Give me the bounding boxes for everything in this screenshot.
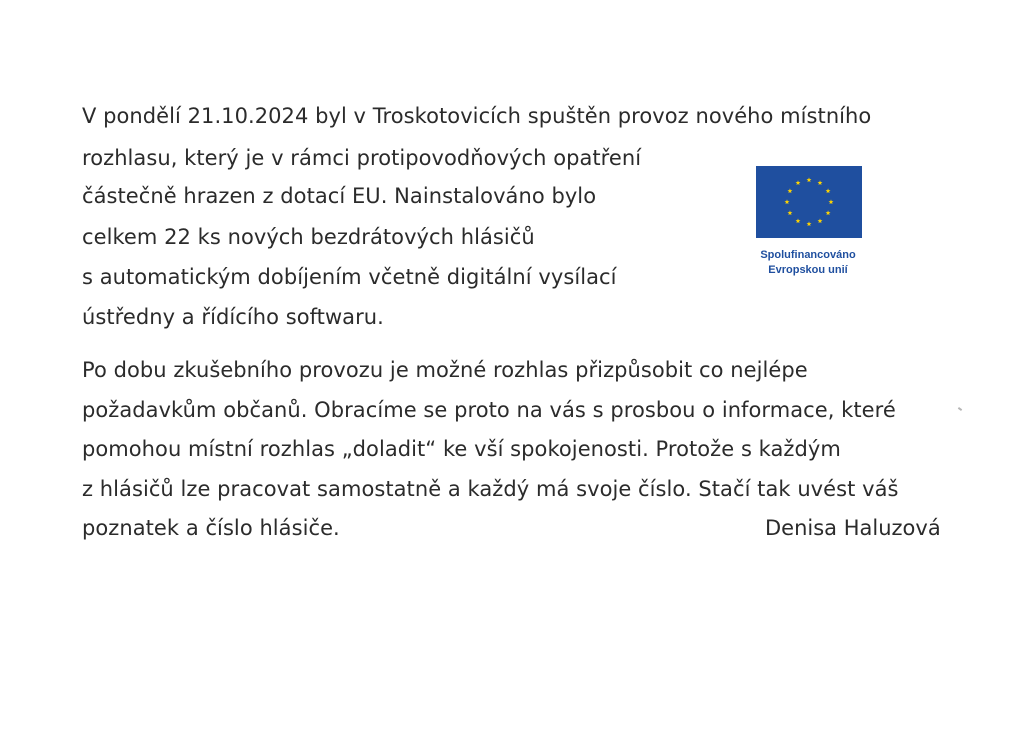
scan-artifact xyxy=(958,407,962,411)
eu-flag-icon xyxy=(756,166,862,238)
eu-caption-line: Evropskou unií xyxy=(768,264,848,276)
text-line: poznatek a číslo hlásiče. xyxy=(82,516,340,540)
text-line: s automatickým dobíjením včetně digitální vysílací xyxy=(82,265,617,289)
eu-funding-logo xyxy=(752,166,864,286)
text-line: ústředny a řídícího softwaru. xyxy=(82,305,384,329)
text-line: pomohou místní rozhlas „doladit“ ke vší spokojenosti. Protože s každým xyxy=(82,437,841,461)
signature: Denisa Haluzová xyxy=(765,516,941,540)
text-line: rozhlasu, který je v rámci protipovodňových opatření xyxy=(82,146,642,170)
eu-caption-line: Spolufinancováno xyxy=(760,249,856,261)
text-line: požadavkům občanů. Obracíme se proto na vás s prosbou o informace, které xyxy=(82,398,896,422)
eu-caption xyxy=(752,248,864,278)
text-line: z hlásičů lze pracovat samostatně a každý má svoje číslo. Stačí tak uvést váš xyxy=(82,477,899,501)
text-line: V pondělí 21.10.2024 byl v Troskotovicích spuštěn provoz nového místního xyxy=(82,104,872,128)
text-line: celkem 22 ks nových bezdrátových hlásičů xyxy=(82,225,535,249)
text-line: částečně hrazen z dotací EU. Nainstalováno bylo xyxy=(82,184,597,208)
text-line: Po dobu zkušebního provozu je možné rozhlas přizpůsobit co nejlépe xyxy=(82,358,808,382)
